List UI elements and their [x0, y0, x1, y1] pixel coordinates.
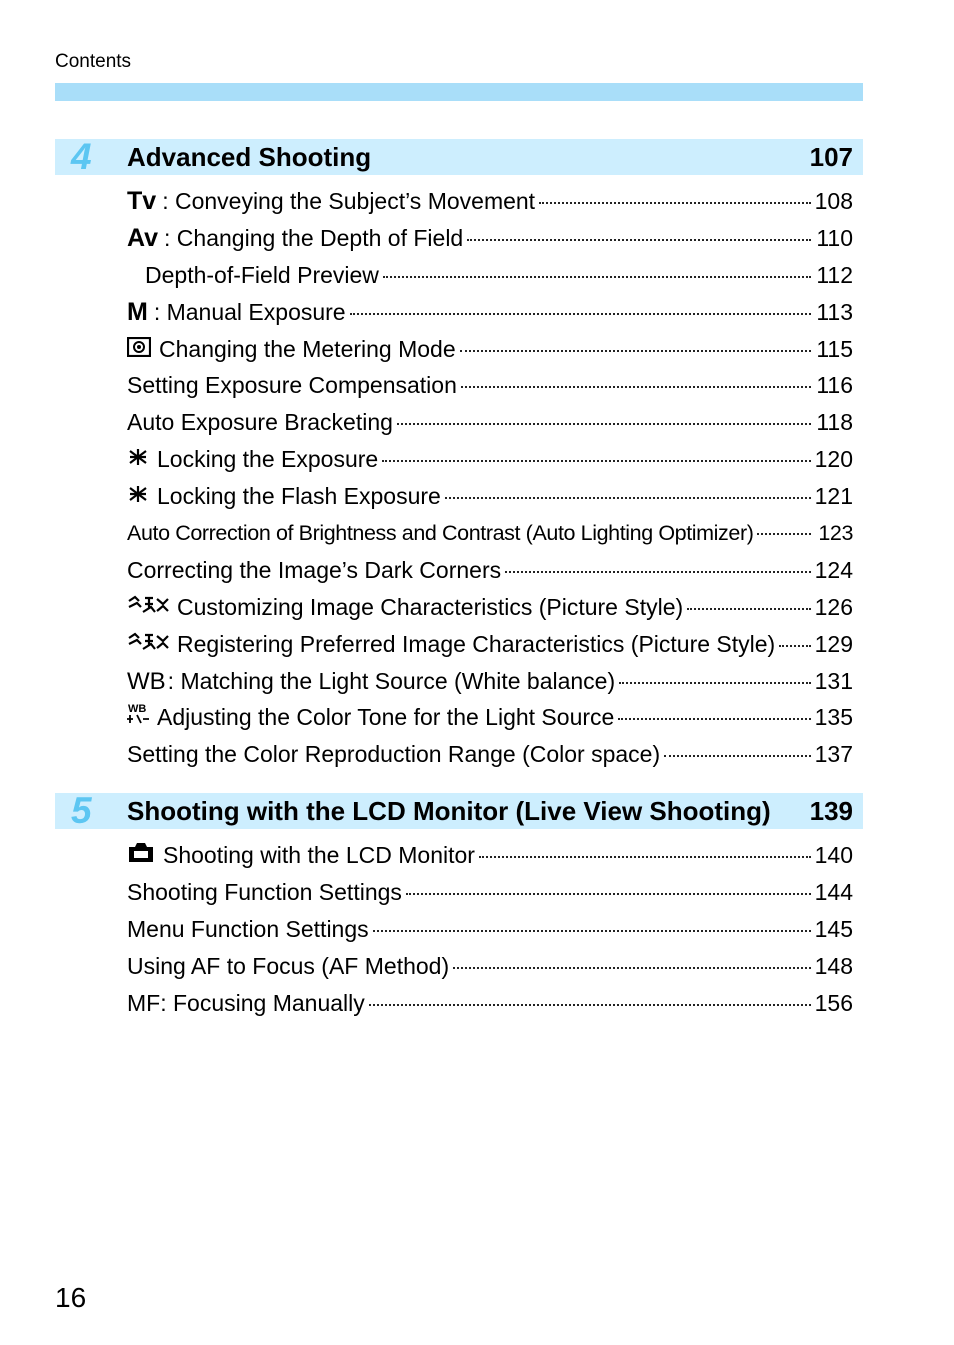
entry-page: 145 [814, 915, 853, 942]
entry-label: Setting the Color Reproduction Range (Color space) [127, 741, 661, 768]
toc-entry[interactable] [55, 404, 863, 441]
page-number: 16 [55, 1282, 87, 1313]
entry-label: Changing the Metering Mode [159, 335, 456, 362]
picture-style-icon [127, 626, 169, 663]
toc-entry[interactable] [55, 478, 863, 515]
metering-icon [127, 331, 151, 368]
dot-leader [350, 313, 811, 315]
chapter-heading[interactable] [55, 790, 863, 831]
entry-page: 124 [814, 556, 853, 583]
dot-leader [373, 930, 811, 932]
entry-label: Locking the Exposure [157, 446, 379, 473]
entry-page: 140 [814, 842, 853, 868]
entry-label: Customizing Image Characteristics (Picture Style) [177, 593, 684, 620]
entry-label: Shooting Function Settings [127, 878, 402, 905]
entry-label: Correcting the Image’s Dark Corners [127, 556, 502, 583]
entry-label: Auto Correction of Brightness and Contrast (Auto Lighting Optimizer) [127, 521, 754, 546]
entry-page: 131 [814, 667, 853, 694]
entry-label: Shooting with the LCD Monitor [163, 842, 475, 868]
toc-entry[interactable] [55, 257, 863, 294]
toc-entry[interactable] [55, 837, 863, 874]
entry-page: 120 [814, 446, 853, 473]
entry-label: : Matching the Light Source (White balance) [167, 667, 616, 694]
toc-entry[interactable] [55, 911, 863, 948]
entry-label: Setting Exposure Compensation [127, 372, 457, 399]
ae-lock-icon [127, 478, 149, 515]
av-mode-icon: Av [127, 223, 159, 252]
chapter-4 [55, 136, 863, 773]
entry-page: 113 [816, 298, 853, 325]
toc-entry[interactable] [55, 367, 863, 404]
toc-entry[interactable] [55, 552, 863, 589]
entry-page: 115 [816, 335, 853, 362]
toc-entry[interactable] [55, 699, 863, 736]
entry-label: Registering Preferred Image Characteristics (Picture Style) [177, 630, 776, 657]
live-view-camera-icon [127, 837, 155, 874]
entry-page: 118 [816, 409, 853, 436]
toc-entry[interactable] [55, 331, 863, 368]
picture-style-icon [127, 589, 169, 626]
chapter-title: Advanced Shooting [127, 142, 372, 172]
toc-entry[interactable] [55, 515, 863, 552]
dot-leader [461, 386, 811, 388]
entry-label: : Conveying the Subject’s Movement [162, 188, 536, 214]
entry-page: 108 [814, 188, 853, 214]
m-mode-icon: M [127, 297, 148, 326]
dot-leader [664, 755, 811, 757]
entry-page: 144 [814, 878, 853, 905]
chapter-5 [55, 790, 863, 1021]
entry-page: 123 [818, 521, 853, 546]
toc-entry[interactable] [55, 736, 863, 773]
dot-leader [406, 893, 811, 895]
entry-label: Depth-of-Field Preview [145, 261, 379, 288]
dot-leader [539, 202, 811, 204]
chapter-page: 107 [809, 142, 853, 172]
toc-entry[interactable] [55, 663, 863, 700]
svg-text:WB: WB [128, 703, 147, 716]
header-bar [55, 83, 863, 101]
toc-entry[interactable] [55, 220, 863, 257]
dot-leader [618, 718, 810, 720]
wb-correction-icon [127, 699, 149, 736]
entry-page: 156 [814, 989, 853, 1016]
dot-leader [687, 608, 810, 610]
toc-entries [55, 837, 863, 1021]
chapter-number: 4 [71, 136, 92, 177]
dot-leader [505, 571, 811, 573]
dot-leader [445, 497, 811, 499]
entry-label: MF: Focusing Manually [127, 989, 365, 1016]
entry-page: 110 [816, 224, 853, 251]
entry-page: 121 [814, 483, 853, 510]
chapter-heading[interactable] [55, 136, 863, 177]
dot-leader [479, 856, 811, 858]
white-balance-icon: WB [127, 667, 166, 695]
dot-leader [779, 645, 810, 647]
entry-page: 135 [814, 704, 853, 731]
chapter-title: Shooting with the LCD Monitor (Live View Shooting) [127, 796, 771, 826]
toc-entries [55, 183, 863, 773]
dot-leader [757, 533, 811, 535]
tv-mode-icon: Tv [127, 187, 157, 215]
toc-entry[interactable] [55, 294, 863, 331]
entry-label: Auto Exposure Bracketing [127, 409, 393, 436]
toc-entry[interactable] [55, 441, 863, 478]
entry-label: Using AF to Focus (AF Method) [127, 952, 450, 979]
entry-page: 116 [816, 372, 853, 399]
entry-label: Adjusting the Color Tone for the Light Source [157, 704, 615, 731]
dot-leader [467, 239, 811, 241]
chapter-page: 139 [809, 796, 853, 826]
dot-leader [453, 967, 811, 969]
dot-leader [619, 682, 810, 684]
toc-entry[interactable] [55, 626, 863, 663]
dot-leader [369, 1004, 811, 1006]
dot-leader [397, 423, 811, 425]
toc-entry[interactable] [55, 589, 863, 626]
entry-page: 148 [814, 952, 853, 979]
entry-page: 126 [814, 593, 853, 620]
toc-entry[interactable] [55, 183, 863, 220]
entry-label: Menu Function Settings [127, 915, 369, 942]
chapter-number: 5 [71, 790, 92, 831]
entry-page: 137 [814, 741, 853, 768]
entry-page: 112 [816, 261, 853, 288]
toc-entry[interactable] [55, 985, 863, 1022]
dot-leader [382, 460, 810, 462]
entry-label: : Changing the Depth of Field [164, 224, 464, 251]
entry-label: : Manual Exposure [153, 298, 346, 325]
toc-entry[interactable] [55, 948, 863, 985]
dot-leader [383, 276, 811, 278]
dot-leader [460, 350, 811, 352]
toc-entry[interactable] [55, 874, 863, 911]
ae-lock-icon [127, 441, 149, 478]
running-header: Contents [55, 51, 132, 72]
entry-label: Locking the Flash Exposure [157, 483, 441, 510]
entry-page: 129 [814, 630, 853, 657]
